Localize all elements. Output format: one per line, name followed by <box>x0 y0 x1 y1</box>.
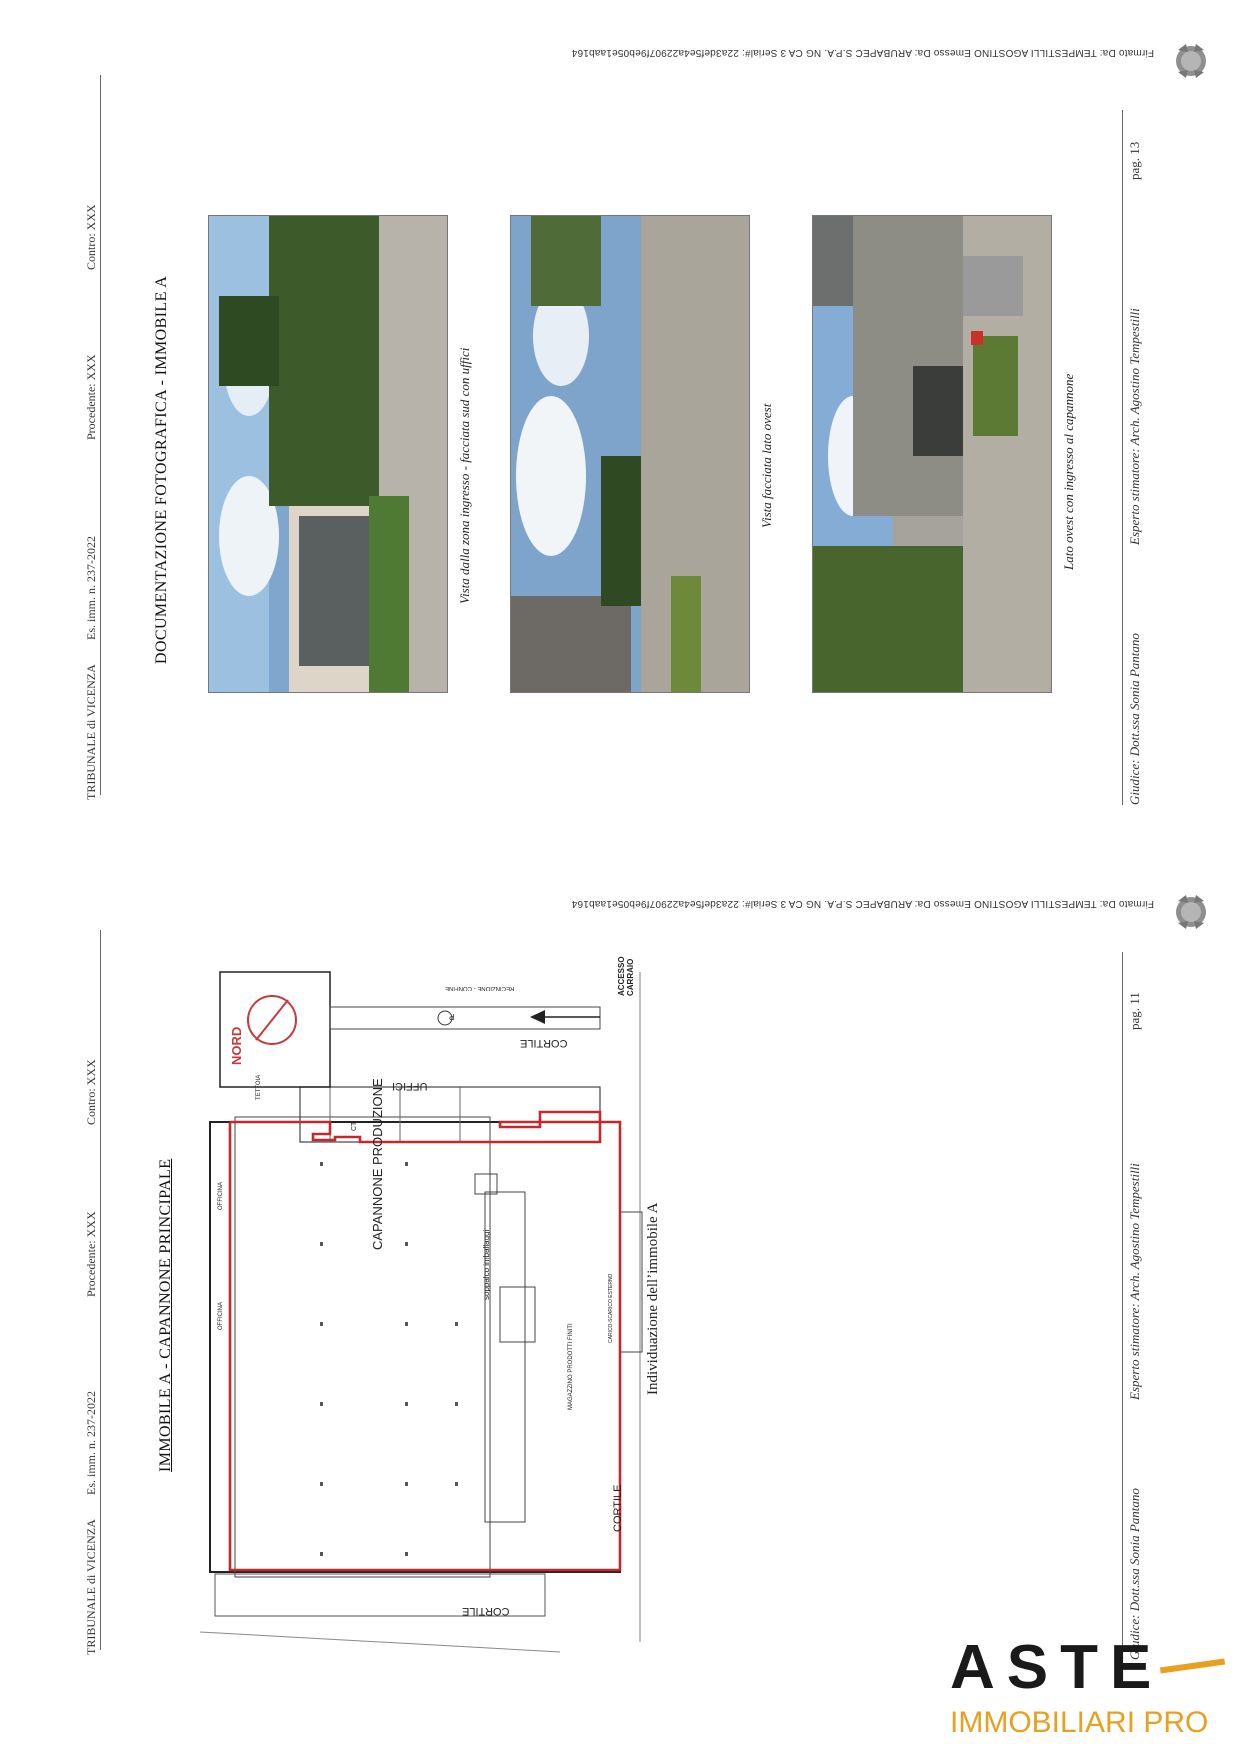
plan-label-courtyard-north: CORTILE <box>520 1037 568 1049</box>
plan-label-parking: P <box>449 1012 455 1021</box>
footer-judge: Giudice: Dott.ssa Sonia Pantano <box>1127 1488 1142 1660</box>
header-rule <box>100 930 101 1650</box>
photo-caption-1: Vista dalla zona ingresso - facciata sud con uffici <box>457 347 472 604</box>
page-number: pag. 11 <box>1127 992 1142 1030</box>
brand-logo <box>950 1635 1230 1745</box>
page-title: DOCUMENTAZIONE FOTOGRAFICA - IMMOBILE A <box>153 275 170 664</box>
plan-label-production: CAPANNONE PRODUZIONE <box>370 1078 385 1250</box>
footer-expert: Esperto stimatore: Arch. Agostino Tempestilli <box>1127 1163 1142 1400</box>
digital-signature: Firmato Da: TEMPESTILLI AGOSTINO Emesso Da: ARUBAPEC S.P.A. NG CA 3 Serial#: 22a3def5e4a22907f9eb05e1aab164 <box>571 47 1154 58</box>
photo-caption-3: Lato ovest con ingresso al capannone <box>1061 373 1076 570</box>
plan-label-boundary: RECINZIONE - CONFINE <box>445 985 515 991</box>
plan-label-warehouse: MAGAZZINO PRODOTTI FINITI <box>568 1323 574 1410</box>
footer-judge: Giudice: Dott.ssa Sonia Pantano <box>1127 633 1142 805</box>
plan-label-offices: UFFICI <box>392 1080 428 1092</box>
plan-label-workshop-1: OFFICINA <box>218 1182 224 1210</box>
logo-accent-stroke <box>1160 1659 1225 1674</box>
plan-label-canopy: TETTOIA <box>256 1074 262 1100</box>
header-court: TRIBUNALE di VICENZA <box>84 1519 98 1655</box>
photo-south-facade <box>208 215 448 693</box>
page-number: pag. 13 <box>1127 141 1142 180</box>
logo-brand: ASTE <box>950 1633 1164 1702</box>
logo-subtitle: IMMOBILIARI PRO <box>950 1706 1209 1739</box>
digital-signature: Firmato Da: TEMPESTILLI AGOSTINO Emesso Da: ARUBAPEC S.P.A. NG CA 3 Serial#: 22a3def5e4a22907f9eb05e1aab164 <box>571 898 1154 909</box>
photo-west-facade <box>510 215 750 693</box>
seal-icon <box>1172 42 1210 80</box>
plan-caption: Individuazione dell’immobile A <box>645 1202 661 1395</box>
header-procedure: Es. imm. n. 237-2022 <box>84 1391 98 1495</box>
header-against: Contro: XXX <box>84 1059 98 1125</box>
footer-rule <box>1122 952 1123 1662</box>
footer-expert: Esperto stimatore: Arch. Agostino Tempestilli <box>1127 308 1142 545</box>
header-procedure: Es. imm. n. 237-2022 <box>84 536 98 640</box>
floor-plan <box>200 962 660 1662</box>
header-court: TRIBUNALE di VICENZA <box>84 664 98 800</box>
plan-label-ct: CT <box>351 1121 358 1131</box>
plan-label-loading: CARICO-SCARICO ESTERNO <box>608 1273 614 1343</box>
header-rule <box>100 75 101 795</box>
header-proceeding: Procedente: XXX <box>84 1211 98 1297</box>
header-against: Contro: XXX <box>84 204 98 270</box>
plan-label-courtyard-south: CORTILE <box>462 1605 510 1617</box>
plan-label-mezzanine: soppalco imballaggi <box>482 1229 491 1300</box>
plan-label-courtyard-east: CORTILE <box>612 1484 624 1532</box>
page-title: IMMOBILE A - CAPANNONE PRINCIPALE <box>157 1158 174 1472</box>
photo-caption-2: Vista facciata lato ovest <box>759 403 774 528</box>
seal-icon <box>1172 893 1210 931</box>
photo-west-entrance <box>812 215 1052 693</box>
plan-label-access: ACCESSO CARRAIO <box>617 956 635 996</box>
header-proceeding: Procedente: XXX <box>84 354 98 440</box>
footer-rule <box>1122 110 1123 805</box>
plan-label-workshop-2: OFFICINA <box>218 1302 224 1330</box>
plan-label-north: NORD <box>229 1026 244 1065</box>
